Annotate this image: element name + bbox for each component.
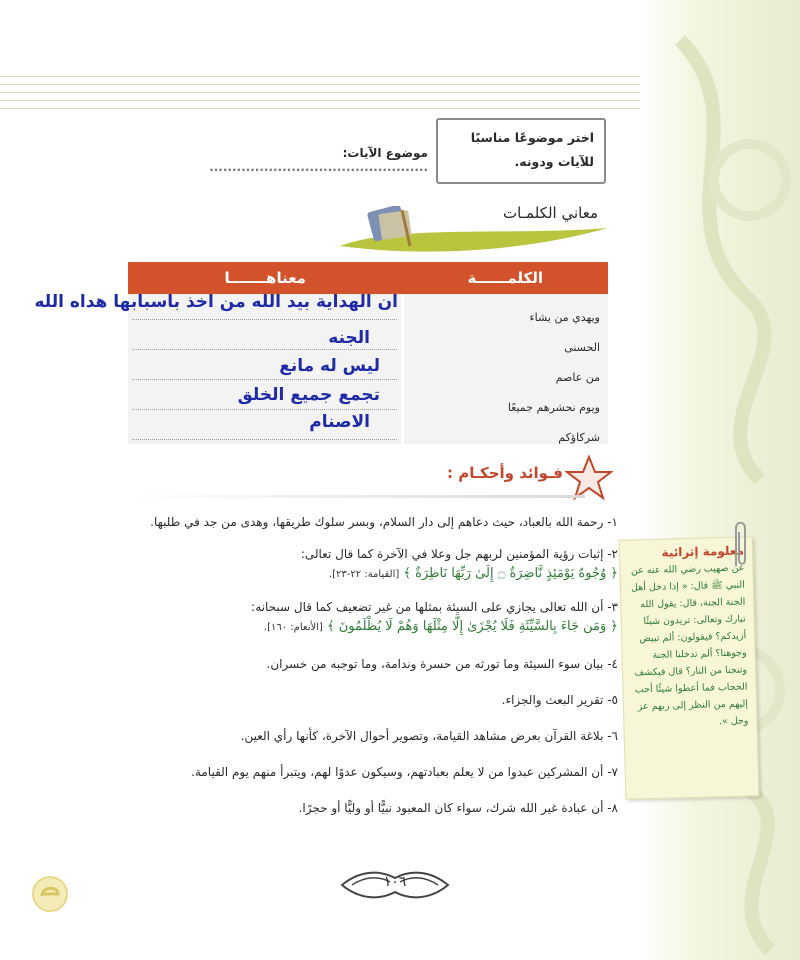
note-body: عن صهيب رضي الله عنه عن النبي ﷺ قال: « إذا دخل أهل الجنة الجنة، قال: يقول الله تبارك وتعالى: تريدون شيئًا أزيدكم؟ فيقولون: ألم تبيض وجوهنا؟ ألم تدخلنا الجنة وتنجنا من النار؟ قال فيكشف الحجاب فما أعطوا شيئًا أحب إليهم من النظر إلى ربهم عز وجل ».	[630, 562, 749, 728]
topic-answer-line[interactable]	[160, 146, 428, 174]
word-meanings-title: معاني الكلمـات	[502, 204, 598, 222]
enrichment-note	[619, 536, 760, 799]
list-item: ٤- بيان سوء السيئة وما تورثه من حسرة وندامة، وما توجبه من خسران.	[266, 657, 618, 671]
term-cell: ويوم نحشرهم جميعًا	[403, 384, 609, 414]
handwritten-answer-5: الاصنام	[309, 412, 370, 432]
list-item: ٨- أن عبادة غير الله شرك، سواء كان المعبود نبيًّا أو وليًّا أو حجرًا.	[298, 801, 618, 815]
term-cell: شركاؤكم	[403, 414, 609, 444]
list-item: ٢- إثبات رؤية المؤمنين لربهم جل وعلا في الآخرة كما قال تعالى:	[300, 547, 618, 561]
handwritten-answer-2: الجنه	[328, 328, 370, 348]
handwritten-answer-1: ان الهداية بيد الله من اخذ باسبابها هداه الله	[34, 292, 398, 312]
page-number: ١٠٦	[383, 874, 407, 890]
topic-label: موضوع الآيات:	[342, 146, 428, 160]
page-number-badge	[340, 868, 450, 902]
benefits-title: فـوائد وأحكـام :	[447, 464, 563, 482]
term-cell: من عاصم	[403, 354, 609, 384]
verse-text: ﴿ وُجُوهٌ يَوْمَئِذٍ نَّاضِرَةٌ ۝ إِلَىٰ رَبِّهَا نَاظِرَةٌ ﴾	[403, 566, 618, 581]
list-item: ٧- أن المشركين عبدوا من لا يعلم بعبادتهم، وسيكون عدوًا لهم، ويتبرأ منهم يوم القيامة.	[191, 765, 618, 779]
list-item: ١- رحمة الله بالعباد، حيث دعاهم إلى دار السلام، وبسر سلوك طريقها، وهدى من جد في طلبها.	[150, 515, 618, 529]
list-item: ٥- تقرير البعث والجزاء.	[501, 693, 618, 707]
topic-prompt-box	[436, 118, 606, 184]
note-title: معلومة إثرائية	[661, 543, 745, 560]
topic-prompt-line1: اختر موضوعًا مناسبًا	[470, 130, 594, 145]
handwritten-answer-3: ليس له مانع	[279, 356, 380, 376]
col-meaning-header: معناهـــــــا	[128, 262, 403, 294]
term-cell: الحسنى	[403, 324, 609, 354]
list-item: ٣- أن الله تعالى يجازي على السيئة بمثلها من غير تضعيف كما قال سبحانه:	[251, 600, 618, 614]
word-meanings-heading	[340, 198, 610, 258]
topic-prompt-line2: للآيات ودونه.	[514, 154, 594, 169]
handwritten-answer-4: تجمع جميع الخلق	[237, 385, 380, 405]
side-ornament	[640, 0, 800, 960]
publisher-logo-icon	[30, 874, 70, 914]
paperclip-icon	[730, 518, 750, 570]
verse-qiyamah	[118, 564, 618, 585]
verse-ref: [القيامة: ٢٢-٢٣].	[328, 569, 400, 580]
term-cell: ويهدي من يشاء	[403, 294, 609, 324]
verse-anam	[118, 617, 618, 638]
benefits-list	[118, 512, 618, 818]
topic-dots: ................................................	[209, 160, 428, 174]
benefits-heading	[425, 458, 605, 506]
benefits-rule	[125, 495, 585, 498]
verse-text: ﴿ وَمَن جَاءَ بِالسَّيِّئَةِ فَلَا يُجْزَىٰ إِلَّا مِثْلَهَا وَهُمْ لَا يُظْلَمُونَ ﴾	[327, 619, 618, 634]
col-word-header: الكلمــــــة	[403, 262, 609, 294]
list-item: ٦- بلاغة القرآن بعرض مشاهد القيامة، وتصوير أحوال الآخرة، كأنها رأي العين.	[240, 729, 618, 743]
verse-ref: [الأنعام: ١٦٠].	[263, 622, 323, 633]
